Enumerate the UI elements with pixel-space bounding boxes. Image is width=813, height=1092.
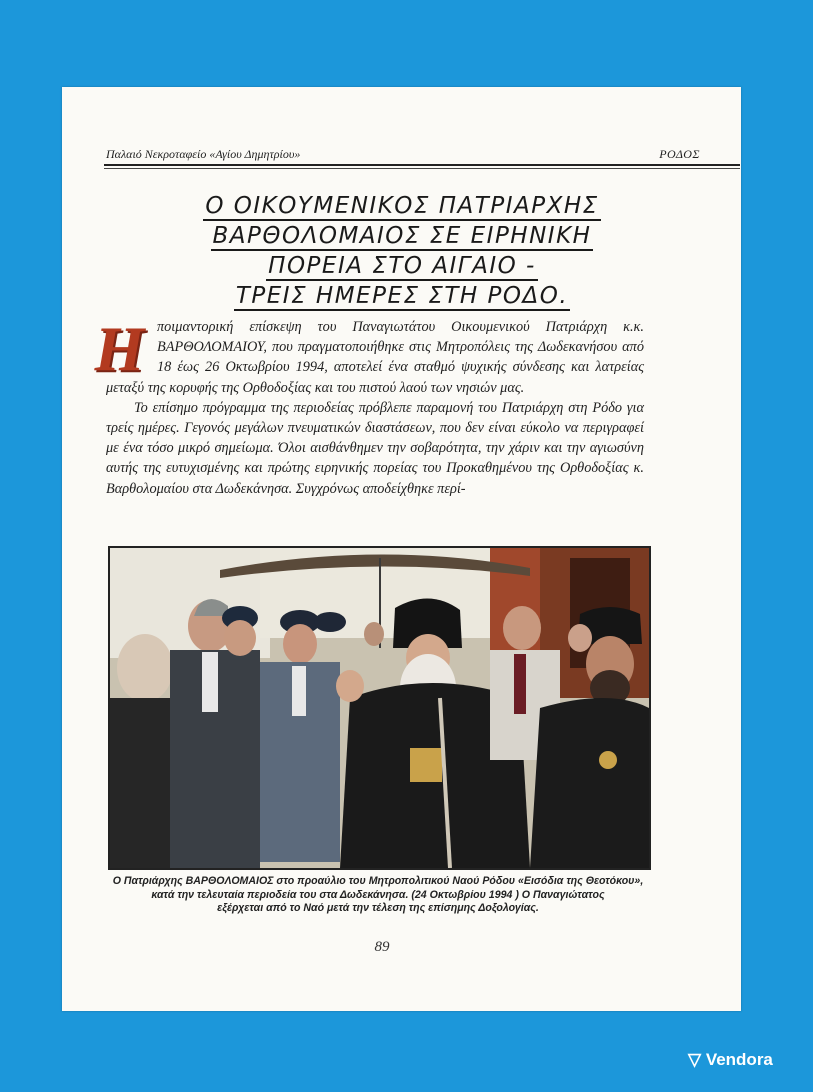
article-photo — [108, 546, 651, 870]
header-right-title: ΡΟΔΟΣ — [659, 147, 700, 161]
vendora-logo-icon: ▽ — [688, 1050, 702, 1069]
photo-caption — [102, 875, 654, 916]
headline-line: Ο ΟΙΚΟΥΜΕΝΙΚΟΣ ΠΑΤΡΙΑΡΧΗΣ — [205, 193, 599, 219]
scanned-page — [62, 87, 741, 1011]
headline-line: ΤΡΕΙΣ ΗΜΕΡΕΣ ΣΤΗ ΡΟΔΟ. — [235, 283, 569, 309]
caption-line: κατά την τελευταία περιοδεία του στα Δωδεκάνησα. (24 Οκτωβρίου 1994 ) Ο Παναγιώτατος — [151, 888, 605, 901]
running-header — [104, 145, 700, 165]
paragraph-2: Το επίσημο πρόγραμμα της περιοδείας πρόβλεπε παραμονή του Πατριάρχη στη Ρόδο για τρείς ημέρες. Γεγονός μεγάλων πνευματικών διαστάσεων, που δεν είναι εύκολο να περιγραφεί με ένα τόσο μικρό σημείωμα. Όλοι αισθάνθημεν την σοβαρότητα, την χάριν και την αγιωσύνη αυτής της ευτυχισμένης και πρώτης ειρηνικής πορείας του Προκαθημένου της Ορθοδοξίας κ. Βαρθολομαίου στα Δωδεκάνησα. Συγχρόνως αποδείχθηκε περί- — [106, 399, 644, 497]
article-body — [94, 313, 644, 499]
caption-line: Ο Πατριάρχης ΒΑΡΘΟΛΟΜΑΙΟΣ στο προαύλιο του Μητροπολιτικού Ναού Ρόδου «Εισόδια της Θεοτόκου», — [112, 875, 644, 887]
drop-cap: Η — [94, 313, 145, 384]
headline-line: ΒΑΡΘΟΛΟΜΑΙΟΣ ΣΕ ΕΙΡΗΝΙΚΗ — [212, 223, 592, 249]
caption-line: εξέρχεται από το Ναό μετά την τέλεση της επίσημης Δοξολογίας. — [217, 902, 539, 914]
header-rule-thick — [104, 164, 740, 166]
vendora-wordmark: Vendora — [705, 1050, 773, 1069]
header-rule-thin — [104, 168, 740, 169]
header-left-title: Παλαιό Νεκροταφείο «Αγίου Δημητρίου» — [106, 147, 301, 161]
article-headline — [122, 191, 682, 311]
headline-line: ΠΟΡΕΙΑ ΣΤΟ ΑΙΓΑΙΟ - — [268, 253, 536, 279]
page-number: 89 — [374, 939, 390, 955]
vendora-watermark — [688, 1050, 773, 1070]
paragraph-1: Ηποιμαντορική επίσκεψη του Παναγιωτάτου Οικουμενικού Πατριάρχη κ.κ. ΒΑΡΘΟΛΟΜΑΙΟΥ, που πραγματοποιήθηκε στις Μητροπόλεις της Δωδεκανήσου από 18 έως 26 Οκτωβρίου 1994, αποτελεί ένα σταθμό ψυχικής σύνδεσης και λατρείας μεταξύ της κορυφής της Ορθοδοξίας και του πιστού λαού των νησιών μας. — [106, 317, 644, 398]
